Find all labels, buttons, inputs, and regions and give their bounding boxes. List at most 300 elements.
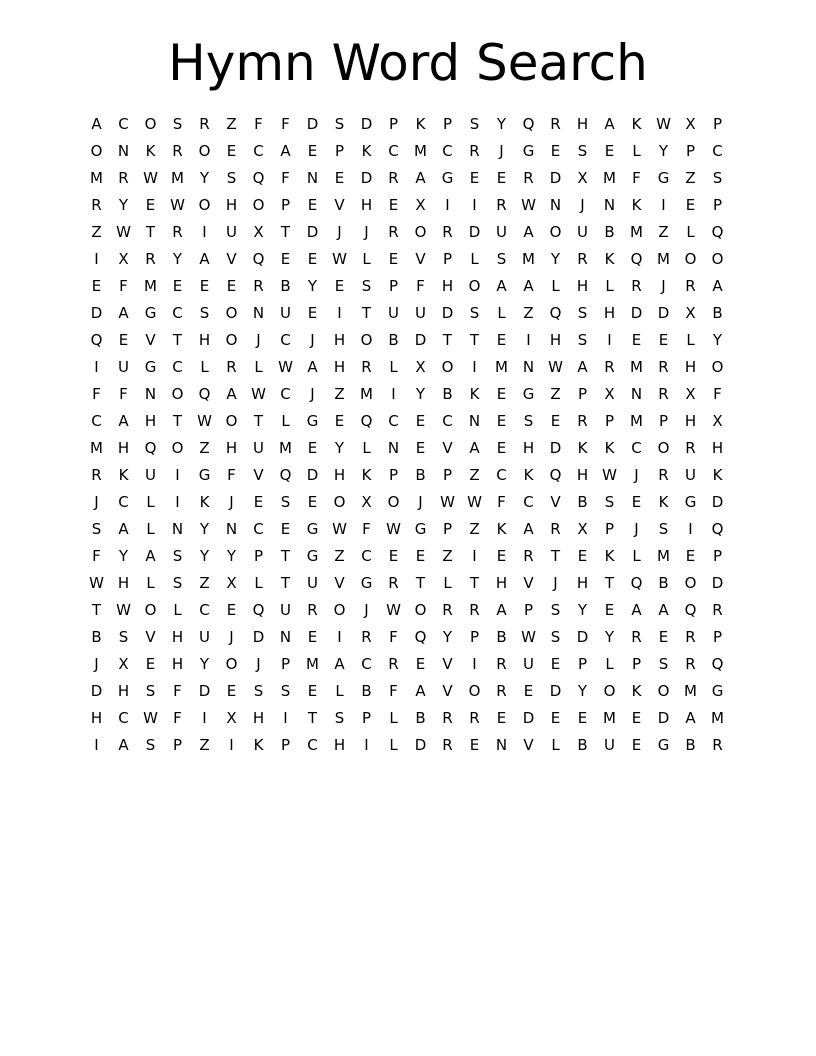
- grid-letter: R: [631, 277, 642, 295]
- grid-letter: E: [496, 709, 507, 727]
- grid-letter: M: [603, 709, 616, 727]
- grid-letter: F: [362, 520, 371, 538]
- grid-letter: B: [388, 331, 399, 349]
- grid-letter: Z: [199, 736, 210, 754]
- grid-letter: R: [550, 520, 561, 538]
- grid-letter: A: [685, 709, 696, 727]
- grid-letter: T: [172, 331, 183, 349]
- grid-letter: E: [631, 736, 642, 754]
- grid-letter: C: [253, 142, 264, 160]
- grid-letter: K: [604, 547, 615, 565]
- grid-letter: M: [684, 682, 697, 700]
- grid-letter: K: [604, 439, 615, 457]
- grid-letter: S: [145, 736, 156, 754]
- grid-letter: J: [661, 277, 666, 295]
- grid-letter: Z: [658, 223, 669, 241]
- grid-letter: H: [333, 331, 346, 349]
- grid-letter: O: [684, 250, 697, 268]
- grid-letter: X: [712, 412, 723, 430]
- grid-letter: R: [496, 196, 507, 214]
- grid-letter: K: [631, 196, 642, 214]
- grid-letter: A: [523, 223, 534, 241]
- grid-letter: E: [307, 196, 318, 214]
- grid-letter: E: [280, 250, 291, 268]
- grid-letter: C: [280, 385, 291, 403]
- grid-letter: C: [712, 142, 723, 160]
- grid-letter: R: [442, 223, 453, 241]
- grid-letter: O: [414, 601, 427, 619]
- grid-row: [83, 273, 733, 300]
- grid-letter: I: [472, 547, 477, 565]
- grid-letter: U: [577, 223, 588, 241]
- grid-letter: C: [280, 331, 291, 349]
- grid-letter: D: [306, 223, 319, 241]
- grid-letter: S: [658, 520, 669, 538]
- grid-letter: M: [711, 709, 724, 727]
- grid-letter: N: [306, 169, 319, 187]
- grid-letter: U: [226, 223, 237, 241]
- grid-letter: L: [389, 358, 398, 376]
- grid-letter: P: [577, 655, 588, 673]
- grid-letter: I: [175, 493, 180, 511]
- grid-row: [83, 543, 733, 570]
- grid-letter: B: [658, 574, 669, 592]
- grid-letter: J: [94, 655, 99, 673]
- grid-letter: G: [306, 520, 319, 538]
- grid-letter: O: [90, 142, 103, 160]
- grid-letter: R: [361, 358, 372, 376]
- grid-letter: R: [658, 385, 669, 403]
- grid-letter: C: [631, 439, 642, 457]
- grid-letter: X: [685, 115, 696, 133]
- grid-letter: D: [306, 115, 319, 133]
- grid-letter: H: [576, 277, 589, 295]
- grid-letter: R: [172, 223, 183, 241]
- grid-letter: O: [657, 439, 670, 457]
- grid-letter: L: [686, 331, 695, 349]
- grid-letter: T: [442, 331, 453, 349]
- grid-letter: R: [388, 169, 399, 187]
- grid-letter: R: [658, 358, 669, 376]
- grid-row: [83, 192, 733, 219]
- grid-letter: Y: [577, 682, 588, 700]
- grid-letter: S: [253, 682, 264, 700]
- grid-letter: M: [657, 547, 670, 565]
- grid-letter: R: [145, 250, 156, 268]
- grid-letter: K: [118, 466, 129, 484]
- grid-letter: O: [441, 358, 454, 376]
- grid-letter: E: [307, 304, 318, 322]
- grid-letter: C: [442, 142, 453, 160]
- grid-letter: O: [171, 385, 184, 403]
- grid-letter: O: [468, 277, 481, 295]
- grid-letter: S: [469, 115, 480, 133]
- grid-letter: Y: [118, 196, 129, 214]
- grid-letter: H: [711, 439, 724, 457]
- grid-letter: M: [360, 385, 373, 403]
- grid-letter: C: [253, 520, 264, 538]
- grid-letter: B: [442, 385, 453, 403]
- grid-letter: V: [145, 331, 156, 349]
- grid-letter: F: [119, 277, 128, 295]
- grid-letter: L: [497, 304, 506, 322]
- grid-letter: G: [198, 466, 211, 484]
- grid-letter: K: [415, 115, 426, 133]
- grid-letter: E: [280, 520, 291, 538]
- grid-letter: P: [712, 547, 723, 565]
- grid-letter: C: [388, 142, 399, 160]
- grid-letter: T: [307, 709, 318, 727]
- grid-letter: C: [172, 304, 183, 322]
- grid-row: [83, 678, 733, 705]
- grid-letter: O: [603, 682, 616, 700]
- grid-letter: I: [688, 520, 693, 538]
- grid-letter: E: [307, 439, 318, 457]
- grid-letter: C: [172, 358, 183, 376]
- grid-letter: H: [333, 736, 346, 754]
- grid-row: [83, 381, 733, 408]
- grid-letter: U: [307, 574, 318, 592]
- grid-letter: Z: [469, 520, 480, 538]
- grid-letter: W: [548, 358, 563, 376]
- grid-letter: S: [577, 331, 588, 349]
- grid-letter: L: [173, 601, 182, 619]
- grid-letter: T: [145, 223, 156, 241]
- grid-letter: B: [577, 736, 588, 754]
- grid-letter: A: [118, 520, 129, 538]
- grid-letter: T: [361, 304, 372, 322]
- grid-letter: T: [280, 223, 291, 241]
- grid-letter: R: [685, 439, 696, 457]
- grid-letter: Y: [415, 385, 426, 403]
- grid-letter: P: [280, 736, 291, 754]
- grid-letter: H: [441, 277, 454, 295]
- grid-letter: E: [172, 277, 183, 295]
- grid-letter: V: [334, 574, 345, 592]
- grid-letter: A: [604, 115, 615, 133]
- grid-letter: X: [577, 169, 588, 187]
- grid-letter: E: [307, 250, 318, 268]
- grid-letter: H: [225, 439, 238, 457]
- grid-letter: C: [307, 736, 318, 754]
- grid-letter: F: [389, 682, 398, 700]
- grid-letter: E: [577, 709, 588, 727]
- grid-letter: X: [118, 250, 129, 268]
- grid-letter: S: [145, 682, 156, 700]
- grid-letter: F: [281, 115, 290, 133]
- grid-letter: A: [523, 520, 534, 538]
- grid-letter: D: [549, 682, 562, 700]
- grid-letter: N: [603, 196, 616, 214]
- grid-letter: D: [711, 574, 724, 592]
- grid-letter: H: [117, 439, 130, 457]
- grid-letter: V: [145, 628, 156, 646]
- grid-letter: J: [310, 385, 315, 403]
- grid-letter: P: [712, 628, 723, 646]
- grid-letter: J: [256, 331, 261, 349]
- grid-letter: P: [604, 412, 615, 430]
- grid-letter: C: [118, 709, 129, 727]
- grid-letter: H: [90, 709, 103, 727]
- grid-letter: P: [442, 115, 453, 133]
- grid-letter: R: [388, 655, 399, 673]
- grid-letter: E: [415, 412, 426, 430]
- grid-letter: B: [604, 223, 615, 241]
- grid-letter: Z: [91, 223, 102, 241]
- grid-letter: O: [414, 223, 427, 241]
- grid-letter: U: [118, 358, 129, 376]
- grid-letter: E: [496, 331, 507, 349]
- grid-letter: V: [523, 736, 534, 754]
- grid-letter: G: [306, 547, 319, 565]
- grid-letter: J: [580, 196, 585, 214]
- grid-letter: L: [146, 493, 155, 511]
- grid-letter: Z: [199, 574, 210, 592]
- grid-letter: G: [711, 682, 724, 700]
- grid-letter: E: [307, 682, 318, 700]
- grid-letter: S: [577, 304, 588, 322]
- grid-letter: A: [496, 277, 507, 295]
- grid-letter: H: [360, 196, 373, 214]
- grid-letter: Y: [658, 142, 669, 160]
- grid-letter: E: [226, 682, 237, 700]
- grid-letter: E: [496, 385, 507, 403]
- grid-letter: D: [549, 169, 562, 187]
- grid-letter: X: [226, 574, 237, 592]
- grid-letter: F: [632, 169, 641, 187]
- grid-letter: F: [173, 709, 182, 727]
- grid-letter: O: [711, 250, 724, 268]
- grid-letter: E: [334, 277, 345, 295]
- grid-letter: I: [472, 655, 477, 673]
- grid-letter: B: [361, 682, 372, 700]
- grid-letter: R: [577, 250, 588, 268]
- grid-letter: M: [603, 169, 616, 187]
- grid-letter: X: [685, 304, 696, 322]
- grid-letter: Z: [334, 385, 345, 403]
- grid-letter: J: [553, 574, 558, 592]
- grid-letter: K: [361, 466, 372, 484]
- grid-letter: E: [631, 331, 642, 349]
- grid-letter: C: [523, 493, 534, 511]
- grid-letter: Z: [442, 547, 453, 565]
- grid-letter: N: [522, 358, 535, 376]
- grid-letter: L: [254, 358, 263, 376]
- grid-letter: L: [389, 709, 398, 727]
- grid-letter: A: [469, 439, 480, 457]
- grid-letter: T: [172, 412, 183, 430]
- grid-letter: A: [307, 358, 318, 376]
- grid-letter: A: [415, 682, 426, 700]
- grid-letter: Q: [144, 439, 157, 457]
- grid-letter: O: [468, 682, 481, 700]
- grid-letter: R: [442, 736, 453, 754]
- grid-letter: O: [144, 115, 157, 133]
- grid-letter: M: [630, 223, 643, 241]
- grid-letter: F: [254, 115, 263, 133]
- grid-letter: W: [143, 709, 158, 727]
- grid-letter: N: [171, 520, 184, 538]
- grid-letter: F: [389, 628, 398, 646]
- grid-letter: S: [118, 628, 129, 646]
- grid-letter: A: [145, 547, 156, 565]
- grid-letter: A: [631, 601, 642, 619]
- grid-letter: E: [604, 601, 615, 619]
- grid-letter: L: [200, 358, 209, 376]
- grid-letter: J: [364, 223, 369, 241]
- grid-letter: K: [604, 250, 615, 268]
- grid-letter: E: [550, 655, 561, 673]
- grid-letter: S: [172, 574, 183, 592]
- grid-letter: M: [144, 277, 157, 295]
- grid-letter: T: [604, 574, 615, 592]
- grid-letter: A: [118, 736, 129, 754]
- grid-letter: S: [280, 493, 291, 511]
- grid-letter: O: [198, 196, 211, 214]
- grid-row: [83, 408, 733, 435]
- grid-letter: U: [685, 466, 696, 484]
- grid-letter: S: [91, 520, 102, 538]
- grid-letter: Q: [252, 250, 265, 268]
- grid-letter: E: [685, 196, 696, 214]
- grid-row: [83, 462, 733, 489]
- grid-letter: P: [577, 385, 588, 403]
- grid-letter: J: [337, 223, 342, 241]
- grid-letter: B: [91, 628, 102, 646]
- grid-row: [83, 651, 733, 678]
- grid-letter: I: [202, 223, 207, 241]
- grid-letter: V: [253, 466, 264, 484]
- grid-letter: R: [550, 115, 561, 133]
- grid-letter: A: [91, 115, 102, 133]
- grid-letter: E: [145, 196, 156, 214]
- grid-letter: P: [280, 196, 291, 214]
- grid-letter: H: [333, 466, 346, 484]
- grid-letter: O: [171, 439, 184, 457]
- grid-letter: N: [252, 304, 265, 322]
- grid-letter: W: [251, 385, 266, 403]
- grid-letter: A: [280, 142, 291, 160]
- grid-letter: I: [229, 736, 234, 754]
- grid-letter: K: [577, 439, 588, 457]
- grid-letter: H: [144, 412, 157, 430]
- grid-letter: D: [360, 115, 373, 133]
- grid-letter: K: [631, 682, 642, 700]
- grid-letter: P: [604, 520, 615, 538]
- grid-letter: S: [280, 682, 291, 700]
- grid-letter: Y: [604, 628, 615, 646]
- grid-letter: R: [496, 655, 507, 673]
- grid-letter: D: [549, 439, 562, 457]
- grid-letter: P: [442, 520, 453, 538]
- grid-letter: R: [712, 736, 723, 754]
- grid-letter: T: [280, 574, 291, 592]
- grid-letter: I: [445, 196, 450, 214]
- grid-letter: T: [415, 574, 426, 592]
- grid-letter: Z: [685, 169, 696, 187]
- grid-letter: W: [656, 115, 671, 133]
- grid-letter: R: [307, 601, 318, 619]
- grid-letter: S: [469, 304, 480, 322]
- grid-row: [83, 624, 733, 651]
- grid-letter: J: [229, 493, 234, 511]
- grid-letter: S: [577, 142, 588, 160]
- grid-letter: N: [549, 196, 562, 214]
- grid-letter: L: [443, 574, 452, 592]
- grid-letter: E: [145, 655, 156, 673]
- grid-letter: Y: [199, 655, 210, 673]
- grid-letter: E: [388, 196, 399, 214]
- grid-row: [83, 111, 733, 138]
- grid-letter: Q: [630, 250, 643, 268]
- grid-row: [83, 705, 733, 732]
- grid-letter: T: [550, 547, 561, 565]
- grid-letter: H: [333, 358, 346, 376]
- grid-letter: E: [550, 709, 561, 727]
- grid-letter: E: [307, 628, 318, 646]
- grid-letter: W: [521, 196, 536, 214]
- grid-letter: B: [280, 277, 291, 295]
- grid-letter: J: [229, 628, 234, 646]
- grid-letter: Z: [199, 439, 210, 457]
- grid-letter: K: [469, 385, 480, 403]
- grid-letter: F: [92, 385, 101, 403]
- grid-letter: L: [551, 736, 560, 754]
- grid-letter: E: [334, 412, 345, 430]
- grid-row: [83, 138, 733, 165]
- grid-letter: Z: [523, 304, 534, 322]
- grid-letter: Q: [630, 574, 643, 592]
- grid-letter: G: [144, 304, 157, 322]
- grid-letter: H: [171, 628, 184, 646]
- grid-letter: E: [577, 547, 588, 565]
- grid-letter: S: [361, 277, 372, 295]
- grid-letter: F: [119, 385, 128, 403]
- grid-letter: O: [333, 601, 346, 619]
- grid-letter: U: [253, 439, 264, 457]
- grid-letter: R: [496, 682, 507, 700]
- grid-letter: R: [523, 169, 534, 187]
- grid-letter: S: [523, 412, 534, 430]
- grid-letter: O: [144, 601, 157, 619]
- grid-letter: C: [361, 547, 372, 565]
- grid-letter: B: [415, 466, 426, 484]
- grid-letter: L: [281, 412, 290, 430]
- grid-letter: O: [387, 493, 400, 511]
- grid-row: [83, 165, 733, 192]
- grid-letter: H: [549, 331, 562, 349]
- grid-letter: E: [226, 277, 237, 295]
- grid-letter: A: [712, 277, 723, 295]
- grid-letter: N: [225, 520, 238, 538]
- grid-letter: R: [172, 142, 183, 160]
- grid-letter: G: [360, 574, 373, 592]
- grid-letter: L: [632, 142, 641, 160]
- grid-letter: H: [576, 574, 589, 592]
- grid-letter: Y: [550, 250, 561, 268]
- grid-letter: D: [90, 304, 103, 322]
- grid-letter: P: [631, 655, 642, 673]
- grid-letter: Q: [711, 223, 724, 241]
- grid-letter: E: [550, 142, 561, 160]
- grid-letter: W: [521, 628, 536, 646]
- grid-letter: D: [576, 628, 589, 646]
- grid-letter: M: [630, 358, 643, 376]
- grid-letter: Y: [334, 439, 345, 457]
- grid-letter: D: [414, 736, 427, 754]
- grid-letter: G: [522, 142, 535, 160]
- grid-letter: A: [577, 358, 588, 376]
